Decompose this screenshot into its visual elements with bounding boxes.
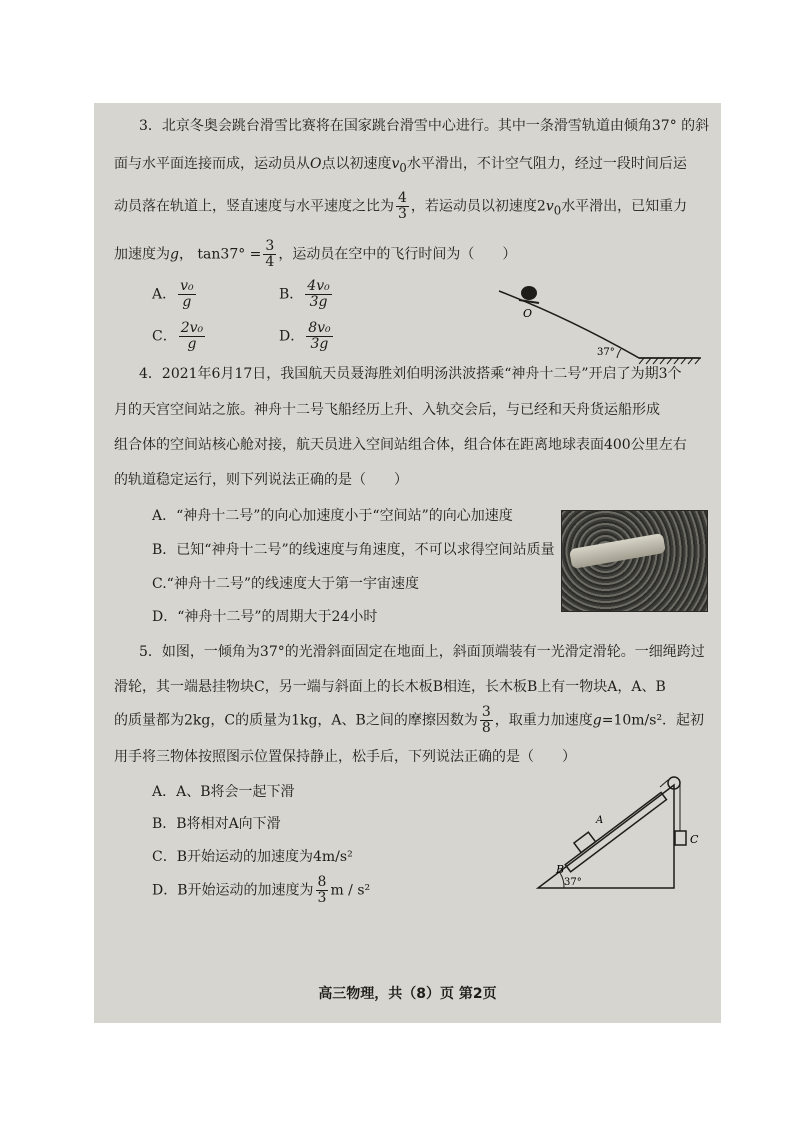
- q4-line-3: 组合体的空间站核心舱对接，航天员进入空间站组合体，组合体在距离地球表面400公里左右: [114, 437, 687, 453]
- point-o-label: O: [523, 307, 533, 320]
- q3-line-2: 面与水平面连接而成，运动员从O点以初速度$v_0$水平滑出，不计空气阻力，经过一段时间后运: [114, 156, 687, 175]
- label-a: A: [596, 815, 604, 826]
- label-c: C: [690, 833, 699, 846]
- q5-line-3: 的质量都为2kg，C的质量为1kg，A、B之间的摩擦因数为 $\frac{3}{8}$ ，取重力加速度g=10m/s²．起初: [114, 704, 705, 736]
- angle-label: 37°: [597, 347, 615, 358]
- q5-option-b: B．B将相对A向下滑: [152, 816, 281, 832]
- q5-option-c: C．B开始运动的加速度为4m/s²: [152, 849, 353, 865]
- skier-icon: [521, 286, 537, 300]
- q5-line-1: 5．如图，一倾角为37°的光滑斜面固定在地面上，斜面顶端装有一光滑定滑轮。一细绳跨过: [139, 644, 705, 660]
- q4-option-c: C.“神舟十二号”的线速度大于第一宇宙速度: [152, 576, 419, 592]
- block-a: [574, 832, 596, 852]
- q3-option-b: B． $\frac{\text{4v₀}}{3g}$: [279, 278, 330, 310]
- ski-slope-figure: [489, 273, 704, 368]
- q3-line-4: 加速度为g， tan37° = $\frac{3}{4}$ ，运动员在空中的飞行时间为（ ）: [114, 238, 517, 270]
- q4-line-2: 月的天宫空间站之旅。神舟十二号飞船经历上升、入轨交会后，与已经和天舟货运船形成: [114, 402, 660, 418]
- label-b: B: [556, 863, 565, 876]
- board-b: [565, 792, 666, 871]
- incline-pulley-figure: [526, 763, 706, 893]
- q3-line-3: 动员落在轨道上，竖直速度与水平速度之比为 $\frac{4}{3}$ ，若运动员以初速度$2v_0$水平滑出，已知重力: [114, 190, 688, 222]
- q4-line-1: 4．2021年6月17日，我国航天员聂海胜刘伯明汤洪波搭乘“神舟十二号”开启了为期3个: [139, 366, 682, 382]
- q5-option-d: D．B开始运动的加速度为 $\frac{8}{3}$ m / s²: [152, 874, 371, 906]
- q5-option-a: A．A、B将会一起下滑: [152, 784, 295, 800]
- q4-line-4: 的轨道稳定运行，则下列说法正确的是（ ）: [114, 472, 408, 488]
- page-footer: 高三物理，共（8）页 第2页: [318, 986, 497, 1002]
- q3-option-d: D． $\frac{\text{8v₀}}{3g}$: [279, 320, 331, 352]
- incline-angle-label: 37°: [564, 877, 582, 888]
- block-c: [675, 831, 686, 845]
- q3-option-a: A． $\frac{\text{v₀}}{g}$: [152, 278, 194, 310]
- q4-option-d: D．“神舟十二号”的周期大于24小时: [152, 609, 378, 625]
- q4-option-b: B．已知“神舟十二号”的线速度与角速度，不可以求得空间站质量: [152, 542, 555, 558]
- q5-line-4: 用手将三物体按照图示位置保持静止，松手后，下列说法正确的是（ ）: [114, 749, 576, 765]
- q5-line-2: 滑轮，其一端悬挂物块C，另一端与斜面上的长木板B相连，长木板B上有一物块A，A、B: [114, 679, 666, 695]
- q4-option-a: A．“神舟十二号”的向心加速度小于“空间站”的向心加速度: [152, 508, 513, 524]
- space-station-photo: [561, 510, 708, 612]
- q3-line-1: 3．北京冬奥会跳台滑雪比赛将在国家跳台滑雪中心进行。其中一条滑雪轨道由倾角37° 的斜: [139, 118, 710, 134]
- q3-option-c: C． $\frac{\text{2v₀}}{g}$: [152, 320, 204, 352]
- exam-page: [94, 103, 721, 1023]
